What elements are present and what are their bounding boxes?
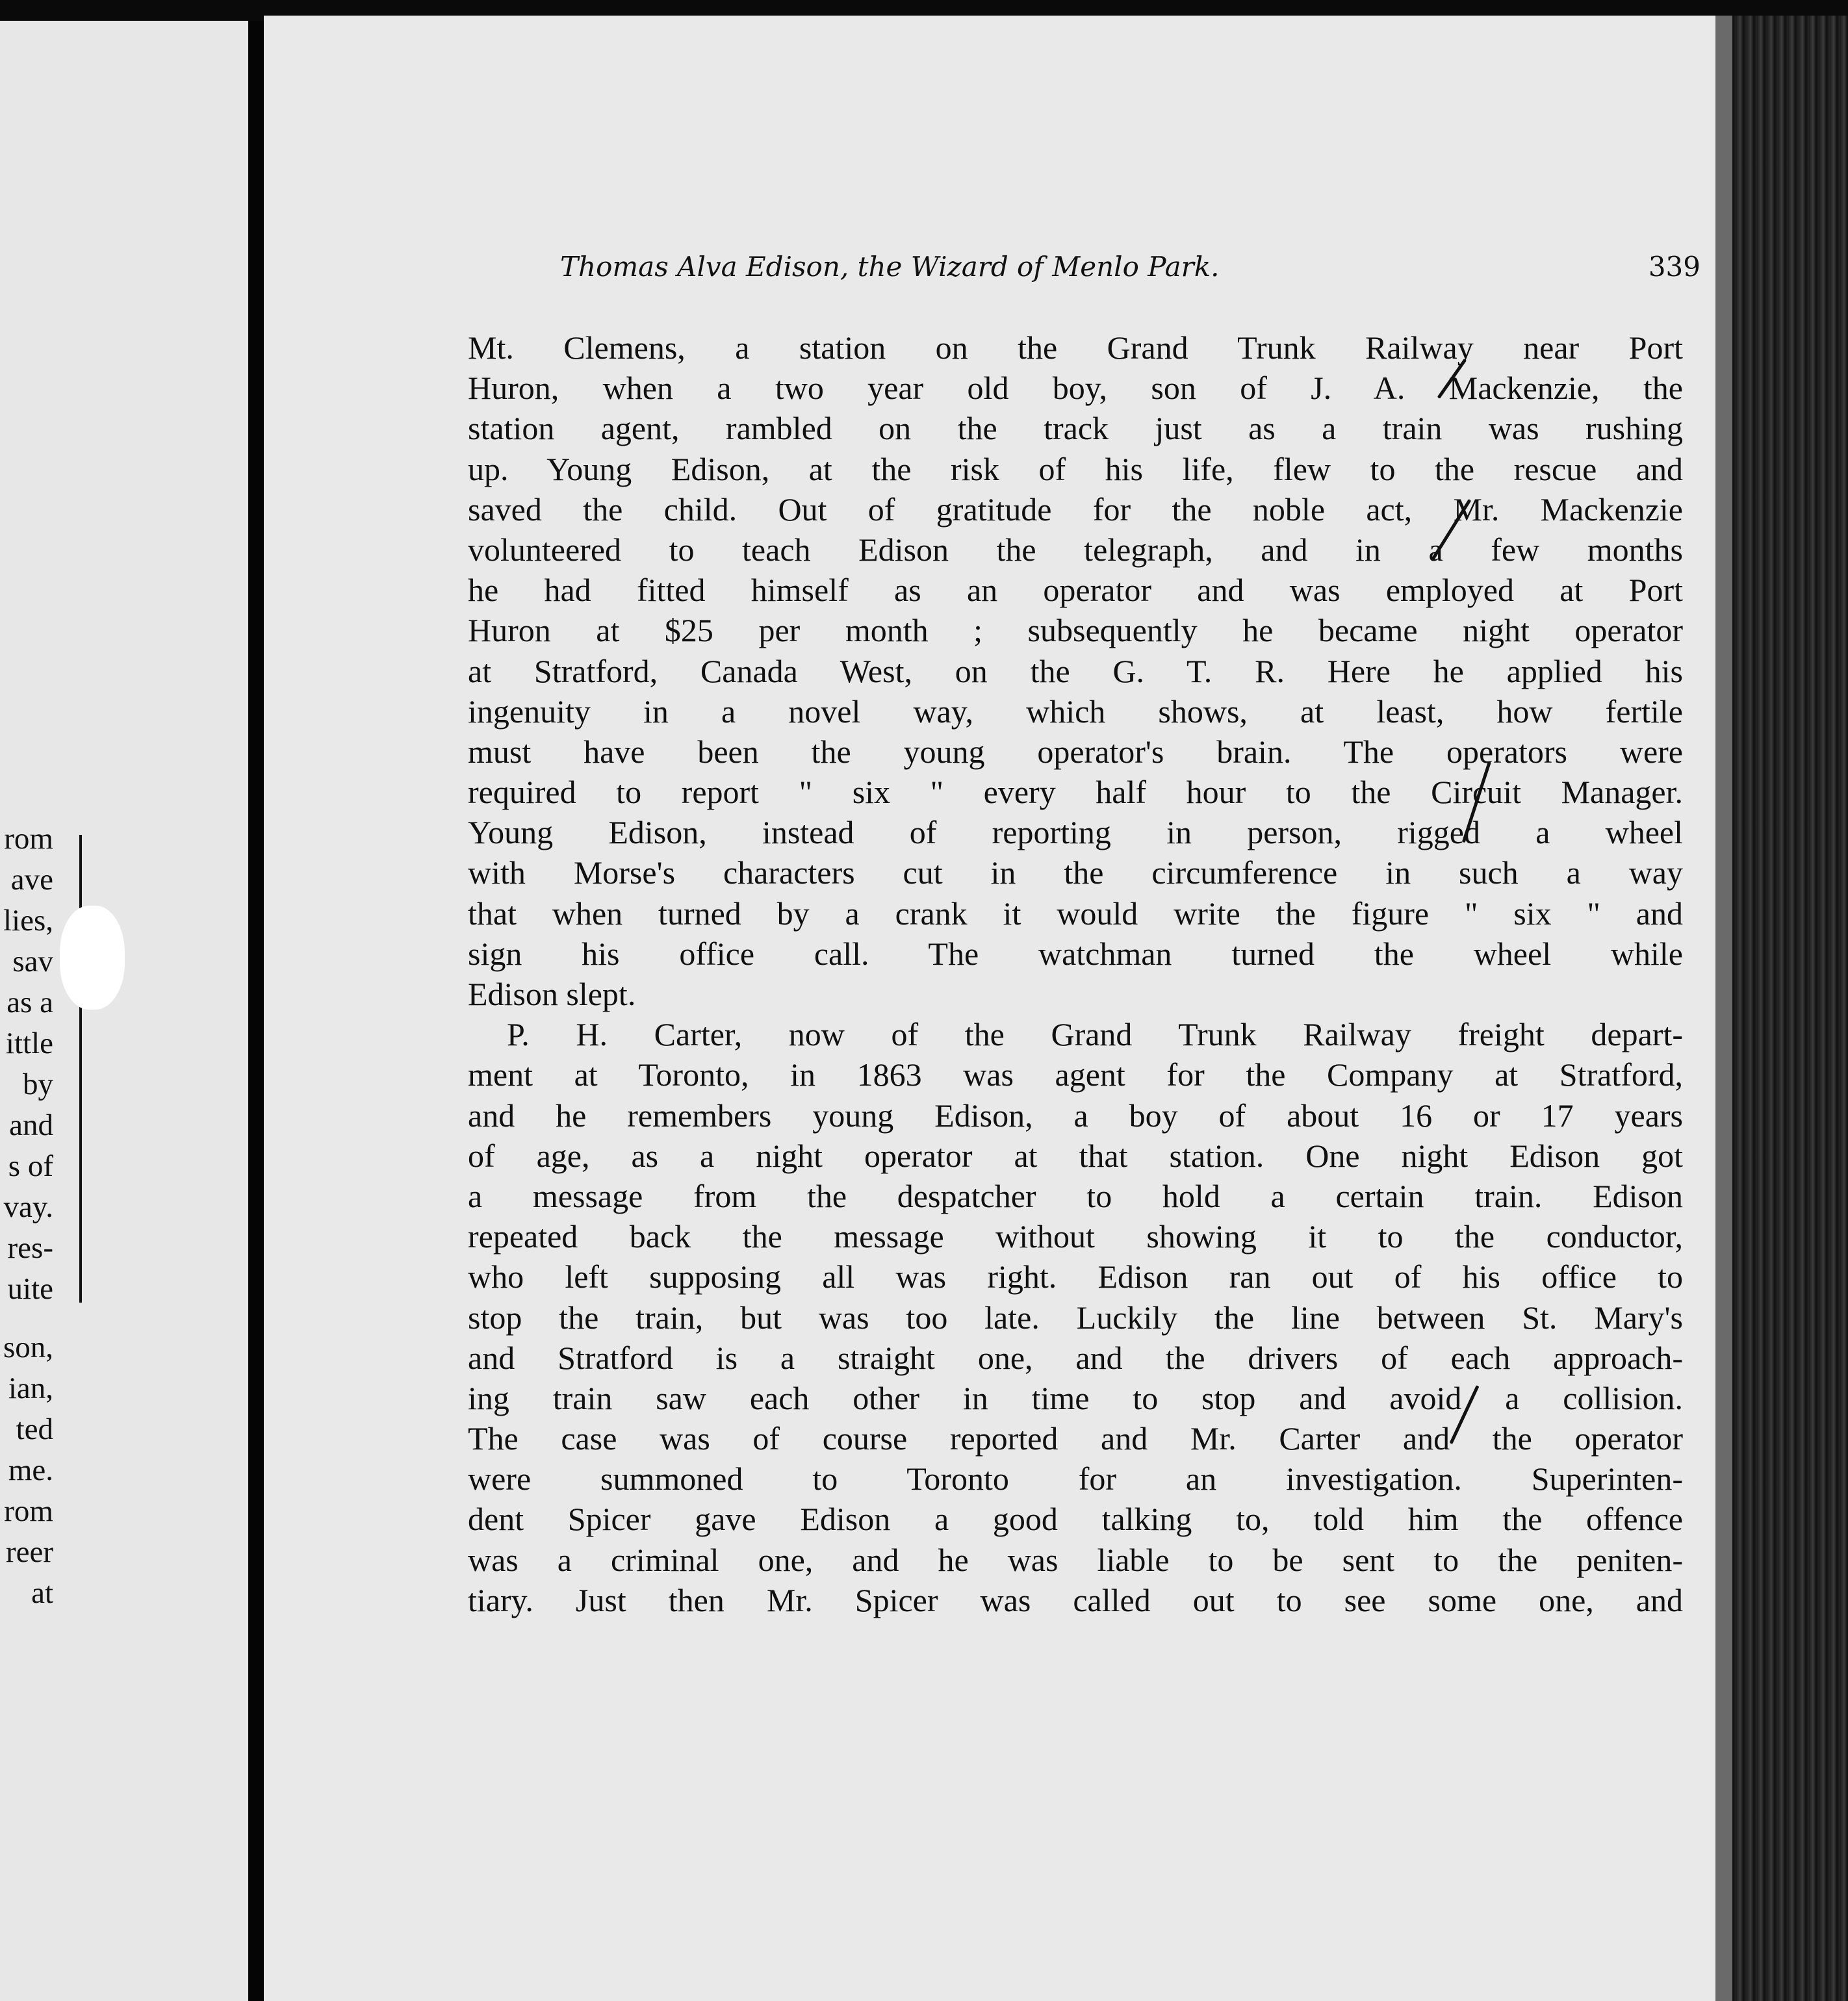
left-text-fragment: as a bbox=[6, 986, 53, 1019]
left-text-fragment: ittle bbox=[5, 1026, 53, 1060]
text-line: required to report " six " every half hour to the Circuit Manager. bbox=[468, 774, 1683, 811]
text-line: tiary. Just then Mr. Spicer was called out to see some one, and bbox=[468, 1581, 1683, 1618]
text-line: Young Edison, instead of reporting in person, rigged a wheel bbox=[468, 814, 1683, 851]
text-line: The case was of course reported and Mr. Carter and the operator bbox=[468, 1420, 1683, 1457]
left-text-fragment: s of bbox=[8, 1149, 53, 1183]
book-page bbox=[264, 16, 1715, 2001]
text-line: he had fitted himself as an operator and was employed at Port bbox=[468, 572, 1683, 609]
text-line: ment at Toronto, in 1863 was agent for the Company at Stratford, bbox=[468, 1056, 1683, 1093]
left-text-fragment: ted bbox=[16, 1412, 53, 1446]
left-text-fragment: me. bbox=[8, 1453, 53, 1487]
text-line: who left supposing all was right. Edison ran out of his office to bbox=[468, 1258, 1683, 1295]
text-line: up. Young Edison, at the risk of his life, flew to the rescue and bbox=[468, 450, 1683, 487]
page-edge-highlight bbox=[1715, 16, 1732, 2001]
margin-line bbox=[79, 835, 82, 1303]
text-line: Huron, when a two year old boy, son of J. A. Mackenzie, the bbox=[468, 370, 1683, 407]
text-line: saved the child. Out of gratitude for the noble act, Mr. Mackenzie bbox=[468, 491, 1683, 528]
left-text-fragment: and bbox=[9, 1108, 53, 1142]
text-line: Huron at $25 per month ; subsequently he became night operator bbox=[468, 612, 1683, 649]
text-line: station agent, rambled on the track just as a train was rushing bbox=[468, 410, 1683, 447]
text-line: sign his office call. The watchman turned the wheel while bbox=[468, 935, 1683, 972]
left-text-fragment: ave bbox=[10, 863, 53, 897]
left-text-fragment: by bbox=[23, 1067, 53, 1101]
text-line: a message from the despatcher to hold a certain train. Edison bbox=[468, 1177, 1683, 1214]
left-text-fragment: lies, bbox=[3, 904, 53, 937]
paper-blot bbox=[60, 906, 125, 1010]
text-line: was a criminal one, and he was liable to be sent to the peniten- bbox=[468, 1541, 1683, 1578]
left-text-fragment: rom bbox=[4, 822, 53, 856]
text-line: must have been the young operator's brain. The operators were bbox=[468, 733, 1683, 770]
page-edges bbox=[1715, 16, 1848, 2001]
left-page-fragment bbox=[0, 21, 248, 2001]
left-text-fragment: ian, bbox=[8, 1371, 53, 1405]
left-page-text-fragments bbox=[0, 819, 53, 1614]
left-text-fragment: vay. bbox=[3, 1190, 53, 1224]
text-line: and Stratford is a straight one, and the drivers of each approach- bbox=[468, 1339, 1683, 1376]
left-text-fragment: son, bbox=[3, 1331, 53, 1364]
body-text bbox=[468, 327, 1683, 1620]
text-line: ingenuity in a novel way, which shows, at least, how fertile bbox=[468, 693, 1683, 730]
page-number: 339 bbox=[1648, 251, 1700, 283]
left-text-fragment: uite bbox=[7, 1272, 53, 1306]
book-gutter bbox=[248, 21, 264, 2001]
text-line: volunteered to teach Edison the telegraph, and in a few months bbox=[468, 531, 1683, 568]
left-text-fragment: at bbox=[31, 1576, 53, 1610]
text-line: repeated back the message without showing it to the conductor, bbox=[468, 1218, 1683, 1255]
text-line: ing train saw each other in time to stop and avoid a collision. bbox=[468, 1379, 1683, 1416]
text-line: Mt. Clemens, a station on the Grand Trunk Railway near Port bbox=[468, 329, 1683, 366]
text-line: with Morse's characters cut in the circumference in such a way bbox=[468, 854, 1683, 891]
text-line: that when turned by a crank it would write the figure " six " and bbox=[468, 895, 1683, 932]
left-text-fragment: sav bbox=[12, 945, 53, 978]
text-line: dent Spicer gave Edison a good talking to, told him the offence bbox=[468, 1501, 1683, 1538]
text-line: Edison slept. bbox=[468, 976, 636, 1012]
running-title: Thomas Alva Edison, the Wizard of Menlo Park. bbox=[560, 251, 1220, 283]
left-text-fragment: rom bbox=[4, 1494, 53, 1528]
text-line: at Stratford, Canada West, on the G. T. R. Here he applied his bbox=[468, 652, 1683, 689]
text-line: stop the train, but was too late. Luckily the line between St. Mary's bbox=[468, 1299, 1683, 1336]
left-text-fragment: reer bbox=[5, 1535, 53, 1569]
left-text-fragment: res- bbox=[7, 1231, 53, 1265]
text-line: of age, as a night operator at that station. One night Edison got bbox=[468, 1137, 1683, 1174]
text-line: P. H. Carter, now of the Grand Trunk Railway freight depart- bbox=[507, 1016, 1683, 1053]
text-line: and he remembers young Edison, a boy of about 16 or 17 years bbox=[468, 1097, 1683, 1134]
text-line: were summoned to Toronto for an investigation. Superinten- bbox=[468, 1460, 1683, 1498]
